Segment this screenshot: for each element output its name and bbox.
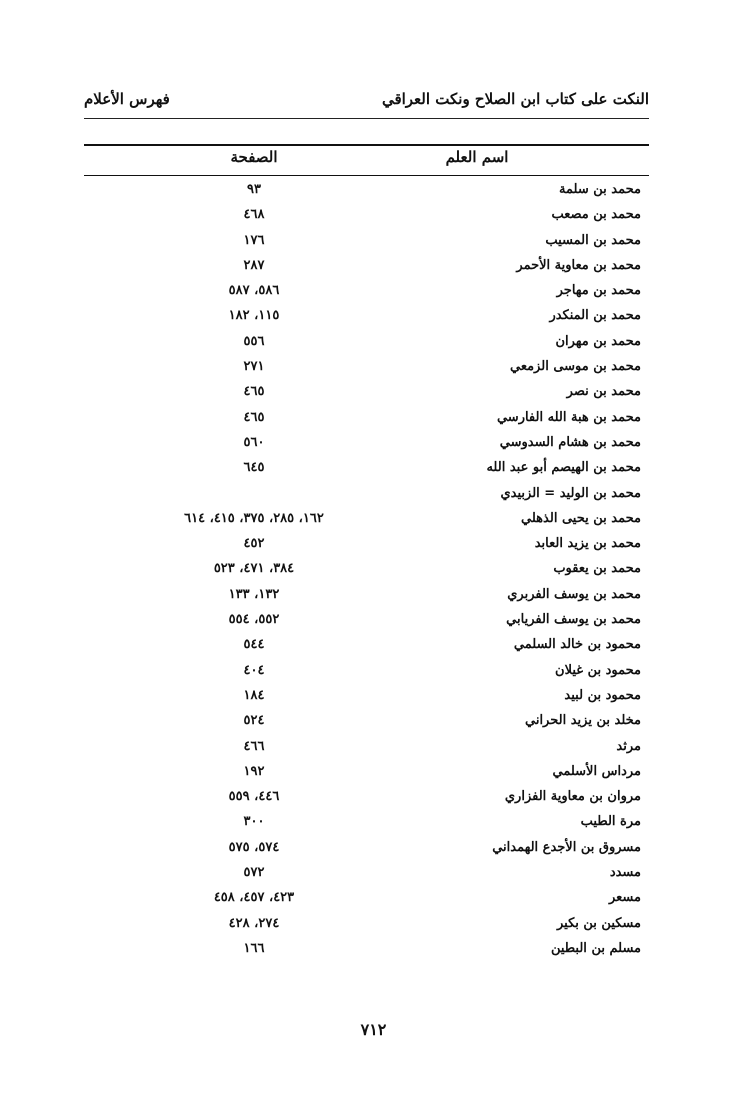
table-row	[84, 532, 649, 557]
index-table-body	[84, 178, 649, 962]
page-references: ٤٦٦	[243, 738, 265, 754]
table-row	[84, 355, 649, 380]
table-row	[84, 557, 649, 582]
page-references: ١٨٤	[243, 687, 265, 703]
person-name: مسعر	[608, 890, 641, 906]
person-name: محمد بن معاوية الأحمر	[516, 257, 641, 273]
page-references: ١٧٦	[243, 232, 265, 248]
person-name: مسلم بن البطين	[550, 940, 641, 956]
table-head-rule	[84, 175, 649, 176]
page-references: ٢٧٤، ٤٢٨	[228, 915, 280, 931]
table-row	[84, 583, 649, 608]
table-row	[84, 861, 649, 886]
person-name: محمد بن هشام السدوسي	[499, 434, 641, 450]
table-row	[84, 709, 649, 734]
section-title: فهرس الأعلام	[84, 90, 170, 108]
book-title: النكت على كتاب ابن الصلاح ونكت العراقي	[381, 90, 649, 108]
page-references: ١٦٢، ٢٨٥، ٣٧٥، ٤١٥، ٦١٤	[184, 510, 324, 526]
person-name: محمود بن لبيد	[564, 687, 641, 703]
person-name: محمود بن غيلان	[555, 662, 641, 678]
page-references: ٤٦٥	[243, 384, 265, 400]
page-references: ٥٥٦	[243, 333, 265, 349]
table-row	[84, 937, 649, 962]
column-header-name: اسم العلم	[445, 148, 509, 166]
person-name: محمد بن مهران	[555, 333, 641, 349]
table-row	[84, 785, 649, 810]
page-references: ٩٣	[247, 182, 261, 197]
table-row	[84, 229, 649, 254]
person-name: محمد بن هبة الله الفارسي	[496, 409, 641, 425]
table-row	[84, 608, 649, 633]
person-name: مسدد	[609, 865, 641, 881]
person-name: محمود بن خالد السلمي	[513, 637, 641, 653]
page-references: ٤٦٥	[243, 409, 265, 425]
person-name: مرثد	[616, 738, 641, 754]
table-row	[84, 836, 649, 861]
table-row	[84, 810, 649, 835]
person-name: محمد بن يحيى الذهلي	[521, 510, 641, 526]
header-rule	[84, 118, 649, 119]
page-references: ٢٧١	[243, 359, 265, 375]
page-references: ٢٨٧	[243, 257, 265, 273]
page-references: ٥٨٦، ٥٨٧	[228, 283, 280, 299]
person-name: محمد بن يوسف الفريابي	[506, 612, 641, 628]
table-row	[84, 406, 649, 431]
table-row	[84, 456, 649, 481]
table-row	[84, 886, 649, 911]
table-row	[84, 482, 649, 507]
page-number: ٧١٢	[360, 1020, 387, 1039]
page-references: ١٣٢، ١٣٣	[228, 586, 280, 602]
table-row	[84, 633, 649, 658]
column-header-page: الصفحة	[230, 148, 278, 166]
table-row	[84, 330, 649, 355]
table-row	[84, 735, 649, 760]
page-references: ٤٦٨	[243, 207, 265, 223]
page-references: ٥٥٢، ٥٥٤	[228, 612, 280, 628]
page-references: ٣٠٠	[243, 814, 265, 830]
person-name: محمد بن الهيصم أبو عبد الله	[486, 460, 641, 476]
person-name: مخلد بن يزيد الحراني	[524, 713, 641, 729]
page-references: ٥٧٤، ٥٧٥	[228, 839, 280, 855]
table-row	[84, 431, 649, 456]
person-name: محمد بن يزيد العابد	[534, 536, 641, 552]
person-name: محمد بن المنكدر	[549, 308, 641, 324]
table-row	[84, 254, 649, 279]
page-references: ٥٢٤	[243, 713, 265, 729]
person-name: مرة الطيب	[580, 814, 641, 830]
person-name: محمد بن المسيب	[545, 232, 641, 248]
running-header	[84, 86, 649, 112]
person-name: مروان بن معاوية الفزاري	[504, 789, 641, 805]
person-name: محمد بن نصر	[566, 384, 641, 400]
table-row	[84, 380, 649, 405]
person-name: مسكين بن بكير	[556, 915, 641, 931]
table-top-rule	[84, 144, 649, 146]
table-row	[84, 507, 649, 532]
table-row	[84, 203, 649, 228]
table-row	[84, 659, 649, 684]
person-name: محمد بن مهاجر	[556, 283, 641, 299]
page-references: ٤٥٢	[243, 536, 265, 552]
page-references: ٤٢٣، ٤٥٧، ٤٥٨	[213, 890, 295, 906]
table-row	[84, 279, 649, 304]
table-column-headers	[84, 148, 649, 172]
page-references: ١٦٦	[243, 940, 265, 956]
person-name: محمد بن يوسف الفربري	[507, 586, 641, 602]
person-name: محمد بن مصعب	[551, 207, 641, 223]
page-references: ٥٧٢	[243, 865, 265, 881]
person-name: محمد بن سلمة	[559, 182, 641, 197]
person-name: محمد بن يعقوب	[553, 561, 641, 577]
table-row	[84, 684, 649, 709]
person-name: محمد بن الوليد = الزبيدي	[500, 485, 641, 501]
page-references: ٦٤٥	[243, 460, 265, 476]
page-references: ٥٤٤	[243, 637, 265, 653]
table-row	[84, 178, 649, 203]
page-references: ٤٠٤	[243, 662, 265, 678]
person-name: مرداس الأسلمي	[552, 763, 641, 779]
person-name: مسروق بن الأجدع الهمداني	[492, 839, 641, 855]
page-references: ١٩٢	[243, 763, 265, 779]
page-references: ٥٦٠	[243, 434, 265, 450]
table-row	[84, 912, 649, 937]
table-row	[84, 304, 649, 329]
page-references: ٤٤٦، ٥٥٩	[228, 789, 280, 805]
person-name: محمد بن موسى الزمعي	[509, 359, 641, 375]
page-references: ٣٨٤، ٤٧١، ٥٢٣	[213, 561, 295, 577]
page-references: ١١٥، ١٨٢	[228, 308, 280, 324]
table-row	[84, 760, 649, 785]
